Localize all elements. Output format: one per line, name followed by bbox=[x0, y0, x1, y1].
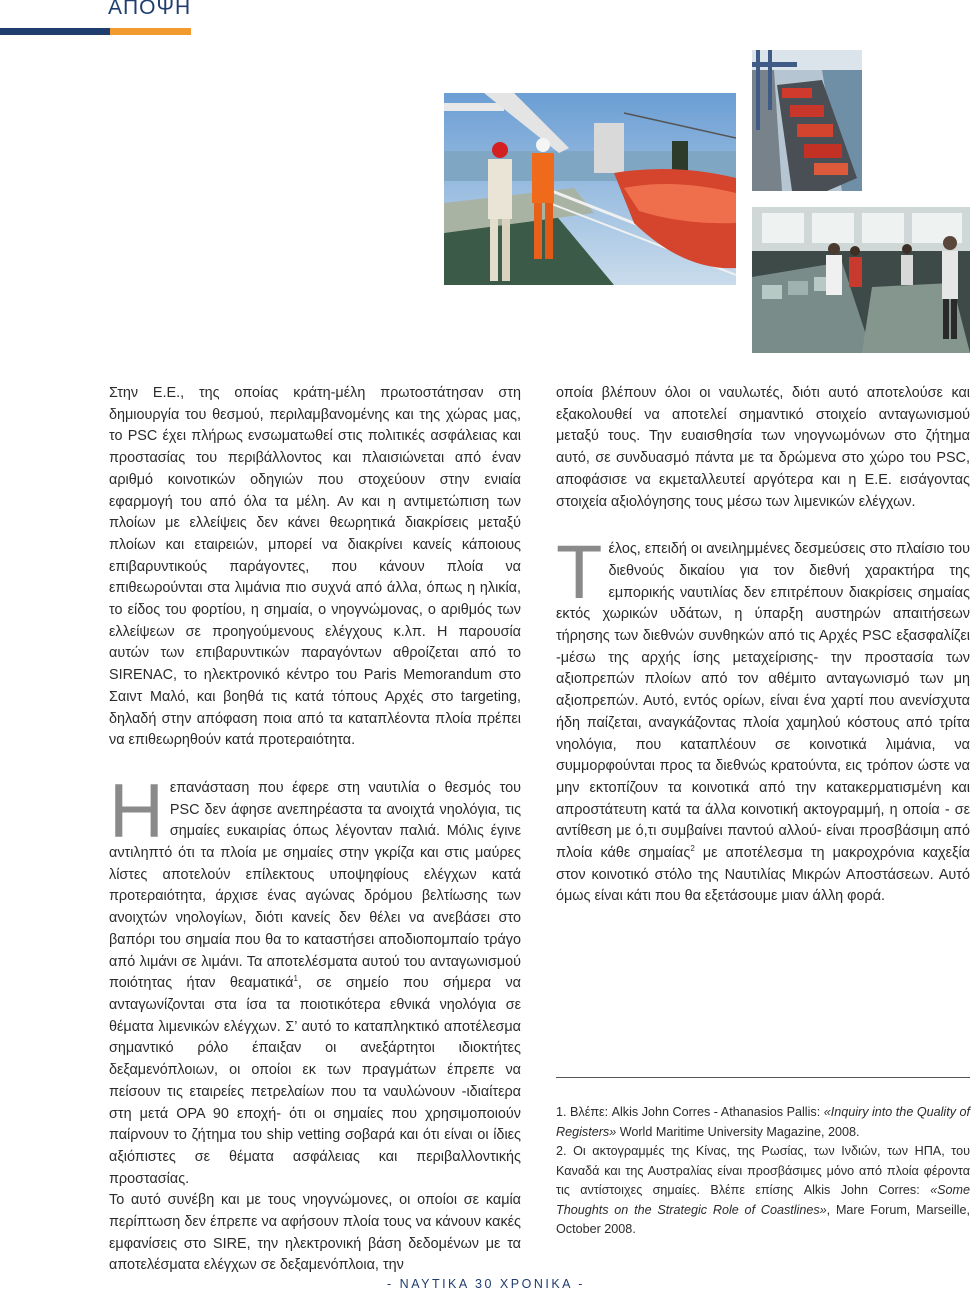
article-column-right bbox=[556, 383, 970, 908]
footnote-ref: 2 bbox=[690, 844, 695, 854]
footnotes bbox=[556, 1103, 970, 1240]
paragraph-with-dropcap bbox=[556, 530, 970, 908]
footnote-divider bbox=[556, 1077, 970, 1078]
header-bar-orange bbox=[110, 28, 191, 35]
dropcap: Η bbox=[109, 768, 164, 854]
footnote-text: 1. Βλέπε: Alkis John Corres - Athanasios Pallis: bbox=[556, 1105, 824, 1119]
paragraph: οποία βλέπουν όλοι οι ναυλωτές, διότι αυτό αποτελούσε και εξακολουθεί να αποτελεί σημαντικό στοιχείο ανταγωνισμού μεταξύ τους. Την ευαισθησία των νηογνωμόνων στο ζήτημα αυτό, σε συνδυασμό πάντα με τα δρώμενα στο χώρο του PSC, αποφάσισε να εκμεταλλευτεί αργότερα και η Ε.Ε. εισάγοντας στοιχεία αξιολόγησης τους μέσω των λιμενικών ελέγχων. bbox=[556, 385, 970, 510]
paragraph-text: επανάσταση που έφερε στη ναυτιλία ο θεσμός του PSC δεν άφησε ανεπηρέαστα τα ανοιχτά νηολόγια, τις σημαίες ευκαιρίας όπως λέγονταν παλιά. Μόλις έγινε αντιληπτό ότι τα πλοία με σημαίες στην γκρίζα και στις μαύρες λίστες αποτελούν επίλεκτους υποψηφίους ελέγχων κατά προτεραιότητα, άρχισε ένας αγώνας δρόμου βελτίωσης των ανοιχτών νηολογίων, διότι κανείς δεν θέλει να ανεβάσει στο βαπόρι του σημαία που θα το καταστήσει αποδιοπομπαίο τράγο από λιμάνι σε λιμάνι. Τα αποτελέσματα αυτού του ανταγωνισμού ποιότητας ήταν θεαματικά bbox=[109, 779, 521, 992]
footnote-title: «Some Thoughts on the Strategic Role of Coastlines» bbox=[556, 1183, 970, 1217]
article-column-left bbox=[109, 383, 521, 1277]
header-bar-blue bbox=[0, 28, 110, 35]
footnote-text: , Mare Forum, Marseille, October 2008. bbox=[556, 1202, 970, 1236]
footnote-text: 2. Οι ακτογραμμές της Κίνας, της Ρωσίας, των Ινδιών, των ΗΠΑ, του Καναδά και της Αυστραλίας είναι προσβάσιμες μόνο από πλοία φέροντα τις αντίστοιχες σημαίες. Βλέπε επίσης Alkis John Corres: bbox=[556, 1144, 970, 1197]
footnote-ref: 1 bbox=[293, 974, 298, 984]
page-footer bbox=[0, 1277, 972, 1291]
footnote-1 bbox=[556, 1103, 970, 1142]
paragraph-text: με αποτέλεσμα τη μακροχρόνια καχεξία στον κοινοτικό στόλο της Ναυτιλίας Μικρών Αποστάσεων. Αυτό όμως είναι κάτι που θα εξετάσουμε μιαν άλλη φορά. bbox=[556, 845, 970, 905]
paragraph: Στην Ε.Ε., της οποίας κράτη-μέλη πρωτοστάτησαν στη δημιουργία του θεσμού, περιλαμβανομένης και της χώρας μας, το PSC έχει πλήρως ενσωματωθεί στις πολιτικές ασφάλειας και προστασίας του περιβάλλοντος και πλαισιώνεται από έναν αριθμό κοινοτικών οδηγιών που στοχεύουν στην ενιαία εφαρμογή του από όλα τα μέλη. Αν και η αντιμετώπιση των πλοίων με ελλείψεις δεν κάνει θεωρητικά διακρίσεις μεταξύ πλοίων και εταιρειών, μπορεί να διακρίνει κανείς κάποιους επιβαρυντικούς παράγοντες, που κάνουν πλοία να επιθεωρούνται στα λιμάνια πιο συχνά από άλλα, όπως η ηλικία, το είδος του φορτίου, η σημαία, ο νηογνώμονας, ο αριθμός των ελλείψεων σε προηγούμενους ελέγχους κ.λπ. Η παρουσία αυτών των επιβαρυντικών παραγόντων αθροίζεται από το SIRENAC, το ηλεκτρονικό κέντρο του Paris Memorandum στο Σαιντ Μαλό, και βοηθά τις κατά τόπους Αρχές στο targeting, δηλαδή στην απόφαση ποια από τα καταπλέοντα πλοία πρέπει να επιθεωρηθούν κατά προτεραιότητα. bbox=[109, 385, 521, 749]
paragraph-with-dropcap bbox=[109, 768, 521, 1190]
footnote-2 bbox=[556, 1142, 970, 1240]
paragraph-text: , σε σημείο που σήμερα να ανταγωνίζονται στα ίσα τα ποιοτικότερα εθνικά νηολόγια σε θέματα λιμενικών ελέγχων. Σ’ αυτό το καταπληκτικό αποτέλεσμα σημαντικό ρόλο έπαιξαν οι ανεξάρτητοι ιδιοκτήτες δεξαμενόπλοιων, οι οποίοι εκ των πραγμάτων έπρεπε να πείσουν τις εταιρείες πετρελαίων που τα ναυλώνουν -ιδιαίτερα στη μετά OPA 90 εποχή- ότι οι σημαίες που χρησιμοποιούν παίρνουν το ζήτημα του ship vetting σοβαρά και ότι είναι οι ίδιες αξιόπιστες σε θέματα ασφάλειας και περιβαλλοντικής προστασίας. bbox=[109, 975, 521, 1187]
section-label: ΑΠΟΨΗ bbox=[108, 0, 192, 19]
lifeboat-deck-photo bbox=[444, 93, 736, 285]
footer-left: - ΝΑΥΤΙΚΑ bbox=[387, 1277, 470, 1291]
paragraph-text: έλος, επειδή οι ανειλημμένες δεσμεύσεις στο πλαίσιο του διεθνούς δικαίου για τον διεθνή χαρακτήρα της εμπορικής ναυτιλίας δεν επιτρέπουν διακρίσεις σημαίας εκτός χωρικών υδάτων, η ύπαρξη αυστηρών απαιτήσεων τήρησης των διεθνών συνθηκών από τις Αρχές PSC εξασφαλίζει -μέσω της αρχής ίσης μεταχείρισης- την προστασία των αξιοπρεπών πλοίων από τον αθέμιτο ανταγωνισμό των μη αξιοπρεπών. Αυτό, εντός ορίων, είναι ένα χαρτί που ανενίσχυτα ήδη παίζεται, αναγκάζοντας πλοία χαμηλού κόστους από τρίτα νηολόγια, που καταπλέουν σε κοινοτικά λιμάνια, να συμμορφούνται προς τα διεθνώς κρατούντα, εις τρόπον ώστε να μην εκτοπίζουν τα κοινοτικά από την κατακερματισμένη και απροστάτευτη κατά τα άλλα κοινοτική ακτογραμμή, η οποία - σε αντίθεση με ό,τι συμβαίνει παντού αλλού- είναι προσβάσιμη από πλοία κάθε σημαίας bbox=[556, 541, 970, 862]
paragraph: Το αυτό συνέβη και με τους νηογνώμονες, οι οποίοι σε καμία περίπτωση δεν έπρεπε να αφήσουν πλοία τους να κάνουν κακές εμφανίσεις στο SIRE, την ηλεκτρονική βάση δεδομένων με τα αποτελέσματα ελέγχων σε δεξαμενόπλοια, την bbox=[109, 1192, 521, 1274]
container-ship-port-photo bbox=[752, 50, 862, 191]
dropcap: Τ bbox=[556, 530, 603, 616]
page-number: 30 bbox=[475, 1277, 494, 1291]
footer-right: ΧΡΟΝΙΚΑ - bbox=[499, 1277, 585, 1291]
ship-bridge-photo bbox=[752, 207, 970, 353]
footnote-title: «Inquiry into the Quality of Registers» bbox=[556, 1105, 971, 1139]
footnote-text: World Maritime University Magazine, 2008. bbox=[616, 1124, 860, 1139]
